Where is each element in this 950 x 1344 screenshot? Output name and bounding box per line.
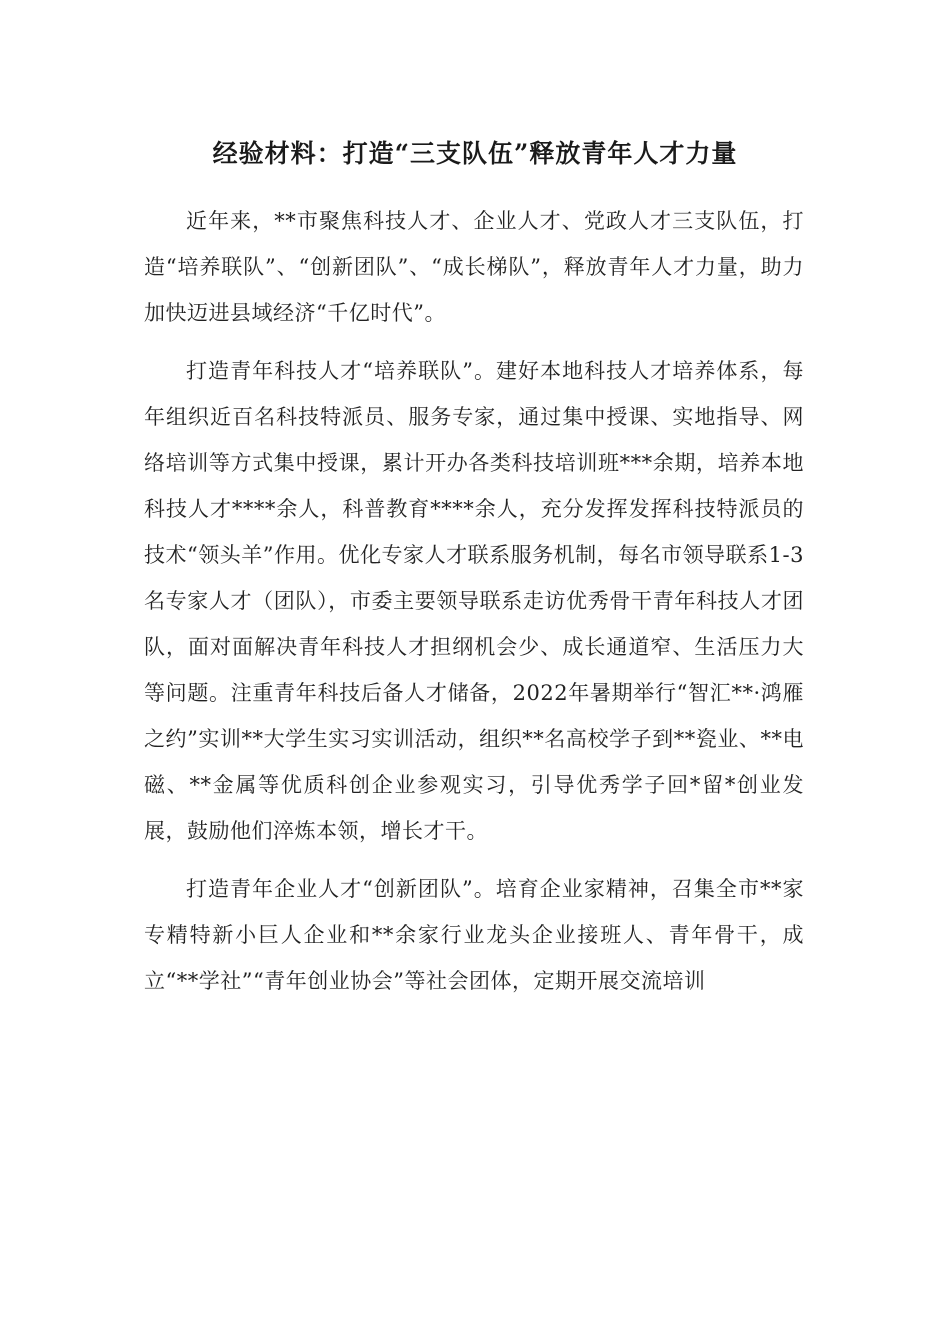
paragraph-enterprise-talent: 打造青年企业人才“创新团队”。培育企业家精神，召集全市**家专精特新小巨人企业和**余家行业龙头企业接班人、青年骨干，成立“**学社”“青年创业协会”等社会团体，定期开展交流培训	[144, 877, 804, 993]
paragraph-tech-talent: 打造青年科技人才“培养联队”。建好本地科技人才培养体系，每年组织近百名科技特派员、服务专家，通过集中授课、实地指导、网络培训等方式集中授课，累计开办各类科技培训班***余期，培养本地科技人才****余人，科普教育****余人，充分发挥发挥科技特派员的技术“领头羊”作用。优化专家人才联系服务机制，每名市领导联系1-3名专家人才（团队），市委主要领导联系走访优秀骨干青年科技人才团队，面对面解决青年科技人才担纲机会少、成长通道窄、生活压力大等问题。注重青年科技后备人才储备，2022年暑期举行“智汇**·鸿雁之约”实训**大学生实习实训活动，组织**名高校学子到**瓷业、**电磁、**金属等优质科创企业参观实习，引导优秀学子回*留*创业发展，鼓励他们淬炼本领，增长才干。	[144, 359, 804, 843]
document-body	[144, 198, 804, 1016]
paragraph-intro: 近年来，**市聚焦科技人才、企业人才、党政人才三支队伍，打造“培养联队”、“创新团队”、“成长梯队”，释放青年人才力量，助力加快迈进县域经济“千亿时代”。	[144, 209, 804, 325]
document-title: 经验材料：打造“三支队伍”释放青年人才力量	[212, 139, 738, 168]
